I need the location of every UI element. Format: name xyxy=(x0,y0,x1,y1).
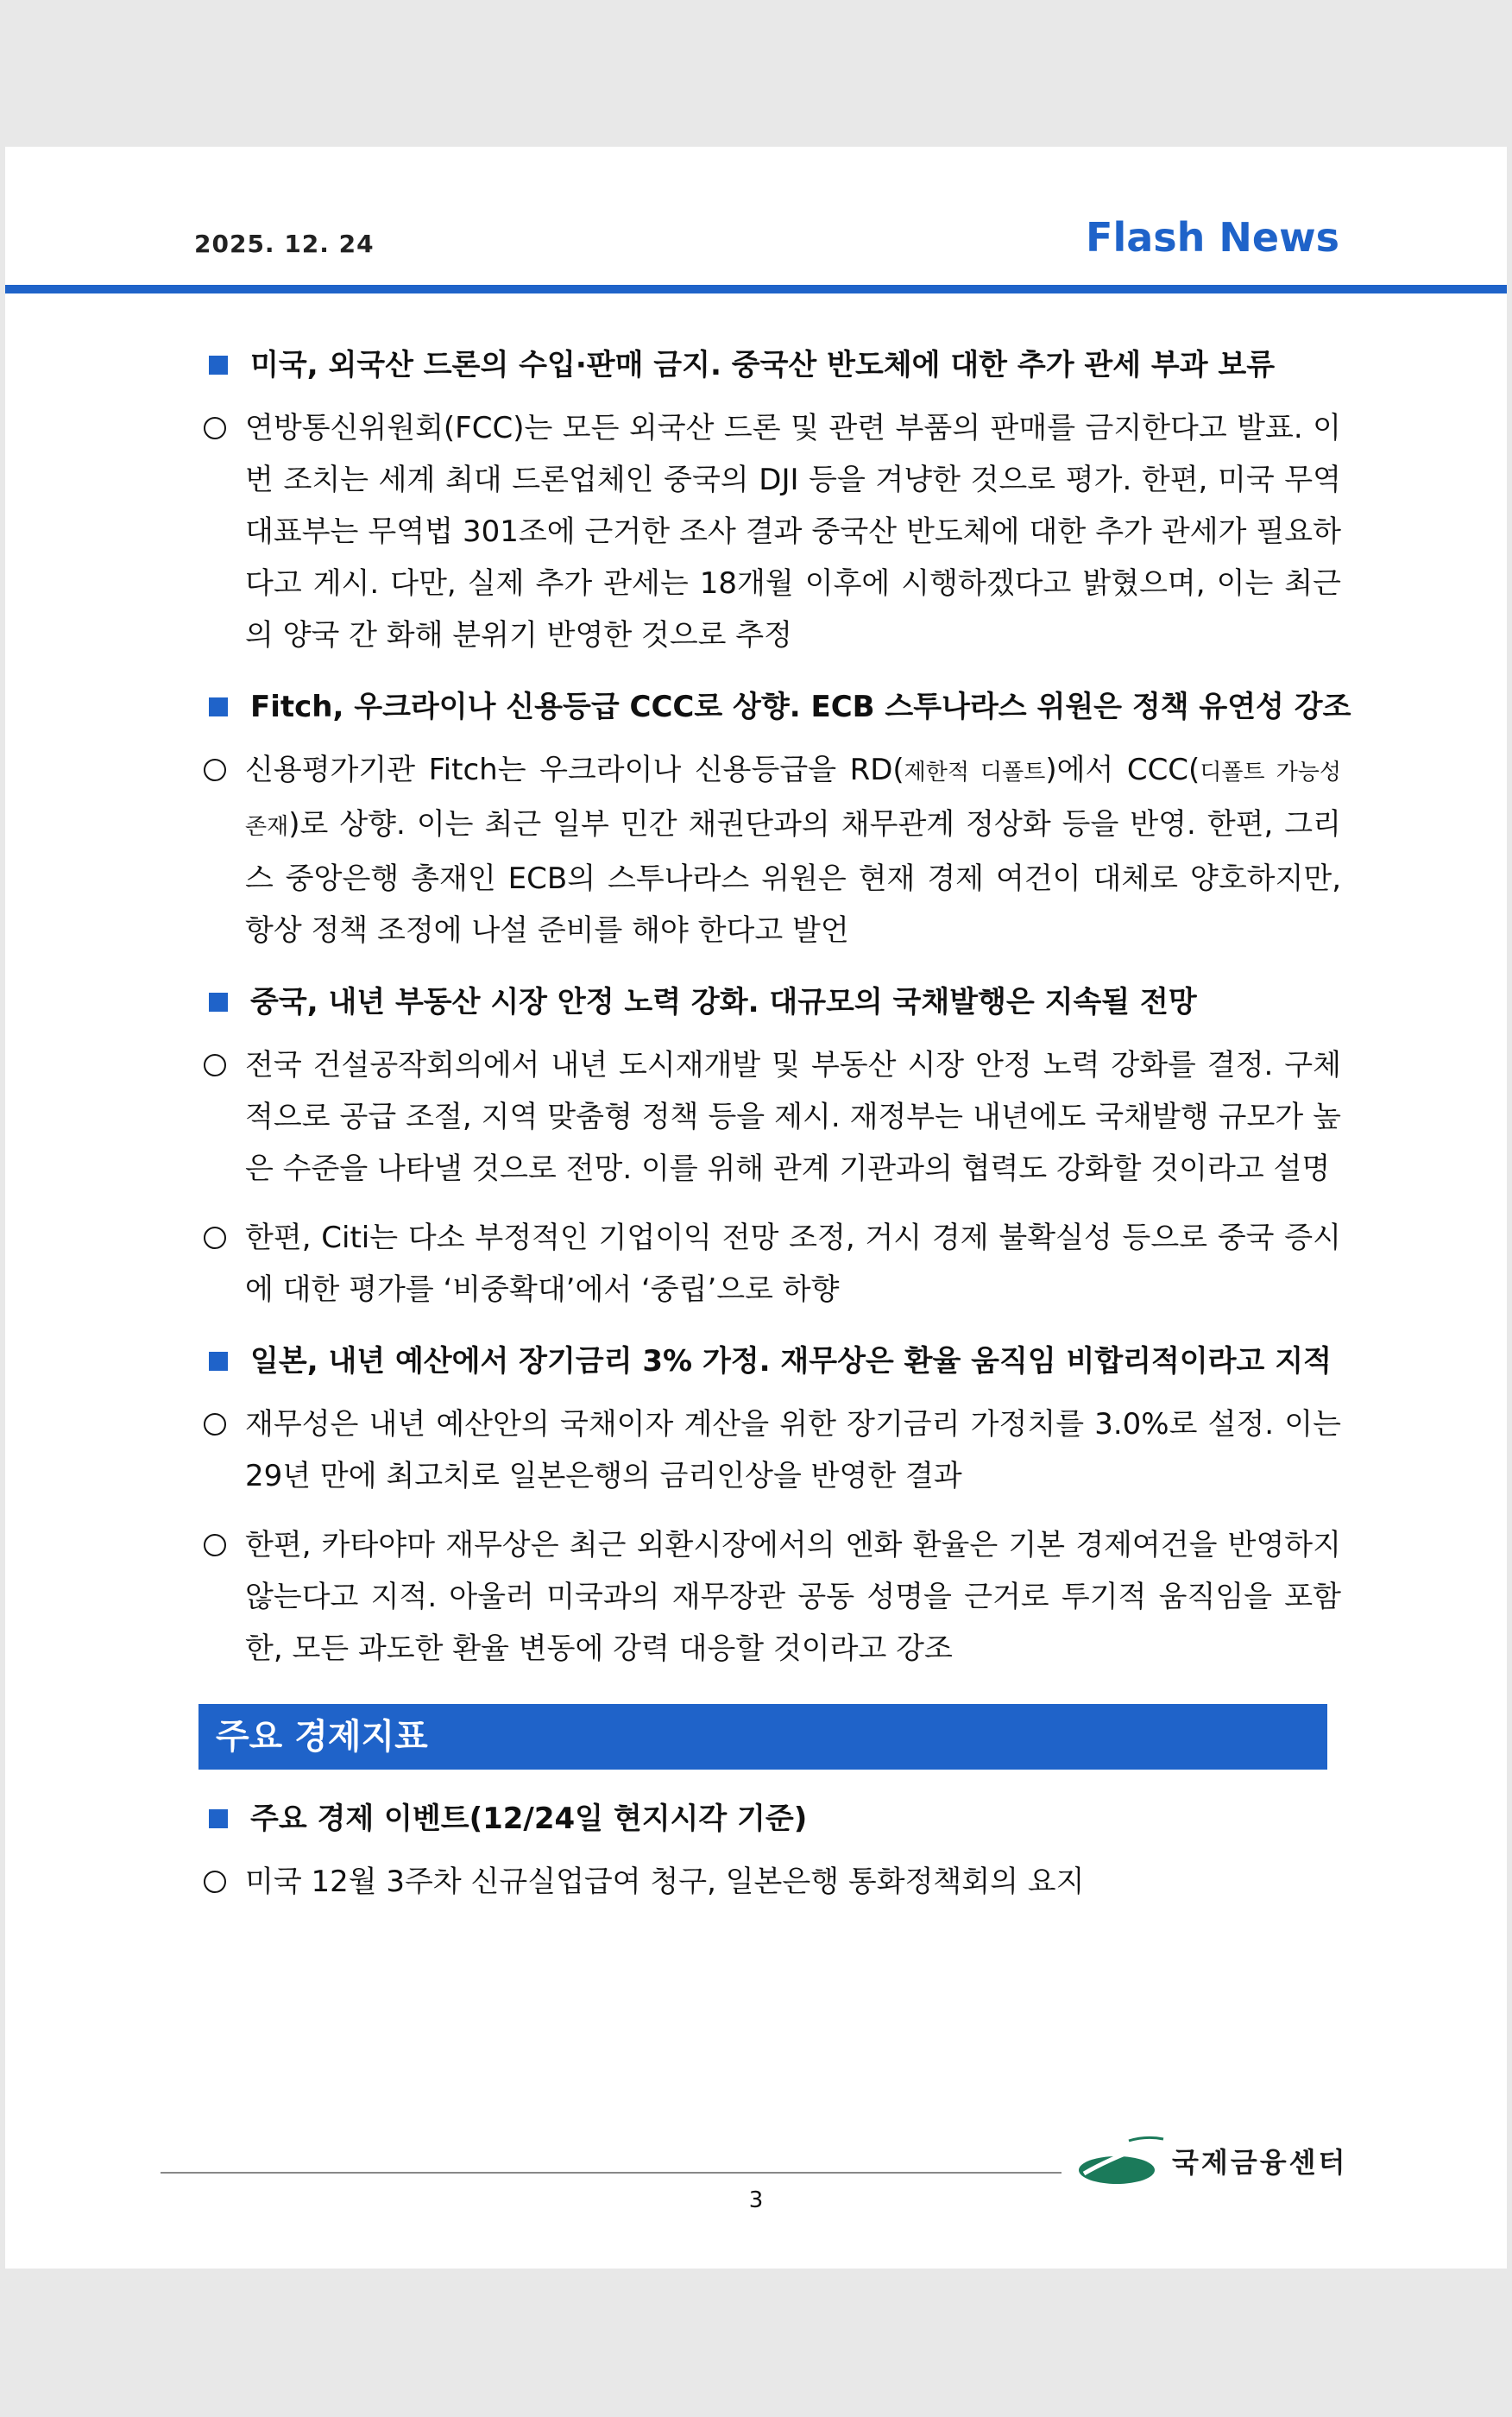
organization-logo-icon xyxy=(1075,2134,1169,2194)
square-bullet-icon xyxy=(209,993,228,1012)
bullet-item xyxy=(202,402,1341,661)
square-bullet-icon xyxy=(209,356,228,375)
bullet-item xyxy=(202,744,1341,956)
content xyxy=(202,344,1351,1925)
bullet-item xyxy=(202,1398,1341,1502)
heading-text: 일본, 내년 예산에서 장기금리 3% 가정. 재무상은 환율 움직임 비합리적이라고 지적 xyxy=(250,1344,1332,1379)
bullet-text: 연방통신위원회(FCC)는 모든 외국산 드론 및 관련 부품의 판매를 금지한다고 발표. 이번 조치는 세계 최대 드론업체인 중국의 DJI 등을 겨냥한 것으로 평가. 한편, 미국 무역대표부는 무역법 301조에 근거한 조사 결과 중국산 반도체에 대한 추가 관세가 필요하다고 게시. 다만, 실제 추가 관세는 18개월 이후에 시행하겠다고 밝혔으며, 이는 최근의 양국 간 화해 분위기 반영한 것으로 추정 xyxy=(245,411,1341,653)
circle-bullet-icon xyxy=(204,1227,226,1249)
bullet-text: 한편, 카타야마 재무상은 최근 외환시장에서의 엔화 환율은 기본 경제여건을 반영하지 않는다고 지적. 아울러 미국과의 재무장관 공동 성명을 근거로 투기적 움직임을 포함한, 모든 과도한 환율 변동에 강력 대응할 것이라고 강조 xyxy=(245,1528,1341,1666)
report-brand: Flash News xyxy=(1086,214,1339,261)
square-bullet-icon xyxy=(209,697,228,716)
circle-bullet-icon xyxy=(204,759,226,781)
document-page xyxy=(5,147,1507,2269)
bullet-note: 제한적 디폴트 xyxy=(904,760,1046,786)
square-bullet-icon xyxy=(209,1809,228,1828)
bullet-item xyxy=(202,1212,1341,1316)
bullet-text: )에서 CCC( xyxy=(1045,753,1200,787)
bullet-item xyxy=(202,1856,1341,1908)
bullet-note: 디폴트 가능성 존재 xyxy=(245,760,1341,840)
section-heading xyxy=(202,1340,1341,1383)
section-heading xyxy=(202,344,1341,387)
bullet-item xyxy=(202,1039,1341,1195)
circle-bullet-icon xyxy=(204,1534,226,1556)
bullet-item xyxy=(202,1519,1341,1675)
header-rule xyxy=(5,285,1507,293)
report-date: 2025. 12. 24 xyxy=(194,230,375,258)
bullet-text: 재무성은 내년 예산안의 국채이자 계산을 위한 장기금리 가정치를 3.0%로 설정. 이는 29년 만에 최고치로 일본은행의 금리인상을 반영한 결과 xyxy=(245,1407,1341,1493)
footer-rule xyxy=(161,2172,1062,2174)
heading-text: 주요 경제 이벤트(12/24일 현지시각 기준) xyxy=(250,1802,808,1836)
organization-name: 국제금융센터 xyxy=(1172,2146,1348,2179)
square-bullet-icon xyxy=(209,1352,228,1371)
heading-text: 중국, 내년 부동산 시장 안정 노력 강화. 대규모의 국채발행은 지속될 전망 xyxy=(250,985,1197,1019)
bullet-text: 전국 건설공작회의에서 내년 도시재개발 및 부동산 시장 안정 노력 강화를 결정. 구체적으로 공급 조절, 지역 맞춤형 정책 등을 제시. 재정부는 내년에도 국채발행 규모가 높은 수준을 나타낼 것으로 전망. 이를 위해 관계 기관과의 협력도 강화할 것이라고 설명 xyxy=(245,1048,1341,1186)
circle-bullet-icon xyxy=(204,1871,226,1893)
circle-bullet-icon xyxy=(204,417,226,439)
bullet-text: 미국 12월 3주차 신규실업급여 청구, 일본은행 통화정책회의 요지 xyxy=(245,1865,1085,1899)
bullet-text: 한편, Citi는 다소 부정적인 기업이익 전망 조정, 거시 경제 불확실성 등으로 중국 증시에 대한 평가를 ‘비중확대’에서 ‘중립’으로 하향 xyxy=(245,1221,1341,1307)
bullet-text: 신용평가기관 Fitch는 우크라이나 신용등급을 RD( xyxy=(245,753,904,787)
section-heading xyxy=(202,1797,1341,1840)
page-number: 3 xyxy=(748,2187,764,2213)
heading-text: 미국, 외국산 드론의 수입·판매 금지. 중국산 반도체에 대한 추가 관세 부과 보류 xyxy=(250,348,1276,382)
heading-text: Fitch, 우크라이나 신용등급 CCC로 상향. ECB 스투나라스 위원은 정책 유연성 강조 xyxy=(250,690,1351,724)
circle-bullet-icon xyxy=(204,1413,226,1436)
indicators-section-title: 주요 경제지표 xyxy=(198,1704,1327,1770)
section-heading xyxy=(202,981,1341,1024)
circle-bullet-icon xyxy=(204,1054,226,1076)
section-heading xyxy=(202,685,1351,729)
bullet-text: )로 상향. 이는 최근 일부 민간 채권단과의 채무관계 정상화 등을 반영. 한편, 그리스 중앙은행 총재인 ECB의 스투나라스 위원은 현재 경제 여건이 대체로 양호하지만, 항상 정책 조정에 나설 준비를 해야 한다고 발언 xyxy=(245,807,1341,948)
